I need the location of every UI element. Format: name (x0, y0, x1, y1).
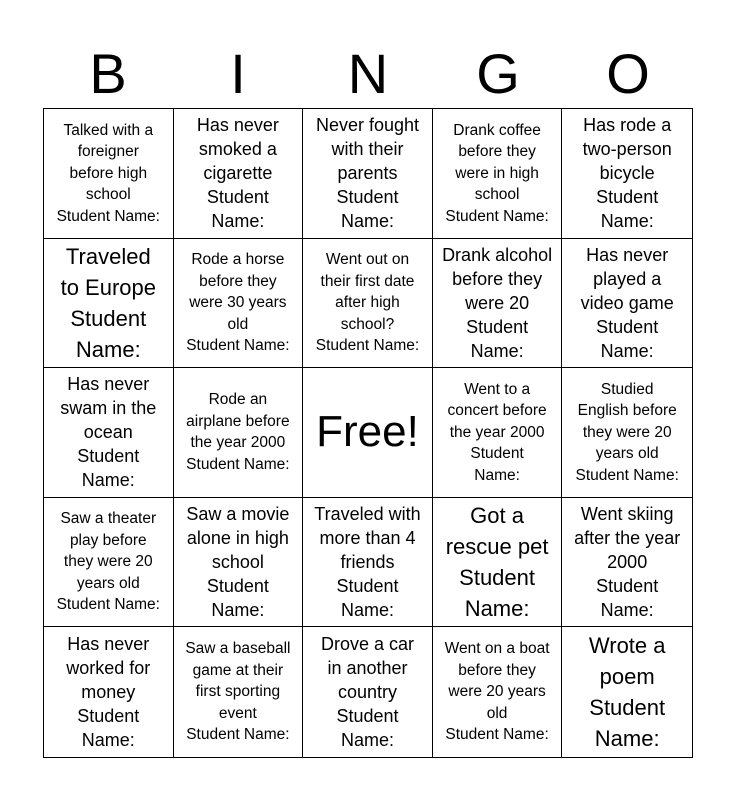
bingo-cell[interactable] (562, 498, 692, 628)
bingo-cell[interactable] (174, 368, 304, 498)
bingo-cell[interactable] (303, 498, 433, 628)
cell-text: Saw a movie alone in high school Student Name: (186, 504, 290, 621)
cell-text: Drove a car in another country Student Name: (320, 634, 415, 751)
cell-text: Went on a boat before they were 20 years old Student Name: (444, 640, 550, 744)
cell-text: Traveled to Europe Student Name: (60, 243, 156, 362)
bingo-cell[interactable] (562, 368, 692, 498)
bingo-cell[interactable] (433, 239, 563, 369)
bingo-cell[interactable] (433, 498, 563, 628)
cell-text: Got a rescue pet Student Name: (445, 503, 549, 622)
bingo-cell[interactable] (303, 627, 433, 757)
bingo-cell[interactable] (44, 498, 174, 628)
cell-text: Saw a theater play before they were 20 years old Student Name: (56, 510, 160, 614)
cell-text: Rode a horse before they were 30 years old Student Name: (186, 251, 290, 355)
bingo-cell[interactable] (44, 109, 174, 239)
cell-text: Has rode a two-person bicycle Student Name: (582, 115, 672, 232)
title-letter-o: O (606, 42, 650, 105)
bingo-grid (43, 108, 693, 758)
cell-text: Has never worked for money Student Name: (66, 634, 151, 751)
bingo-cell[interactable] (433, 109, 563, 239)
bingo-cell[interactable] (562, 627, 692, 757)
cell-text: Traveled with more than 4 friends Student Name: (314, 504, 421, 621)
cell-text: Went to a concert before the year 2000 Student Name: (447, 380, 547, 484)
title-letter-b: B (89, 42, 127, 105)
bingo-cell[interactable] (174, 627, 304, 757)
title-letter-g: G (476, 42, 520, 105)
bingo-title (43, 40, 693, 108)
cell-text: Never fought with their parents Student Name: (315, 115, 420, 232)
cell-text: Saw a baseball game at their first sporting event Student Name: (185, 640, 291, 744)
cell-text: Has never smoked a cigarette Student Name: (196, 115, 279, 232)
bingo-cell[interactable] (174, 109, 304, 239)
cell-text: Drank alcohol before they were 20 Student Name: (442, 244, 553, 361)
bingo-cell[interactable] (174, 498, 304, 628)
bingo-cell[interactable] (303, 109, 433, 239)
bingo-cell[interactable] (44, 239, 174, 369)
cell-text: Wrote a poem Student Name: (588, 633, 666, 752)
title-letter-i: I (230, 42, 246, 105)
cell-text: Rode an airplane before the year 2000 Student Name: (186, 391, 290, 473)
cell-text: Drank coffee before they were in high school Student Name: (445, 121, 549, 225)
cell-text: Went out on their first date after high school? Student Name: (315, 251, 420, 355)
bingo-cell[interactable] (303, 239, 433, 369)
cell-text: Has never swam in the ocean Student Name: (60, 374, 157, 491)
bingo-cell[interactable] (433, 627, 563, 757)
title-letter-n: N (347, 42, 389, 105)
cell-text: Has never played a video game Student Name: (580, 244, 674, 361)
bingo-cell[interactable] (44, 368, 174, 498)
free-space-label: Free! (316, 407, 419, 457)
cell-text: Studied English before they were 20 years old Student Name: (575, 380, 679, 484)
bingo-cell[interactable] (44, 627, 174, 757)
bingo-cell[interactable] (433, 368, 563, 498)
cell-text: Went skiing after the year 2000 Student Name: (574, 504, 681, 621)
bingo-cell[interactable] (174, 239, 304, 369)
cell-text: Talked with a foreigner before high school Student Name: (56, 121, 160, 225)
bingo-cell[interactable] (562, 239, 692, 369)
bingo-cell[interactable] (562, 109, 692, 239)
free-space-cell[interactable] (303, 368, 433, 498)
